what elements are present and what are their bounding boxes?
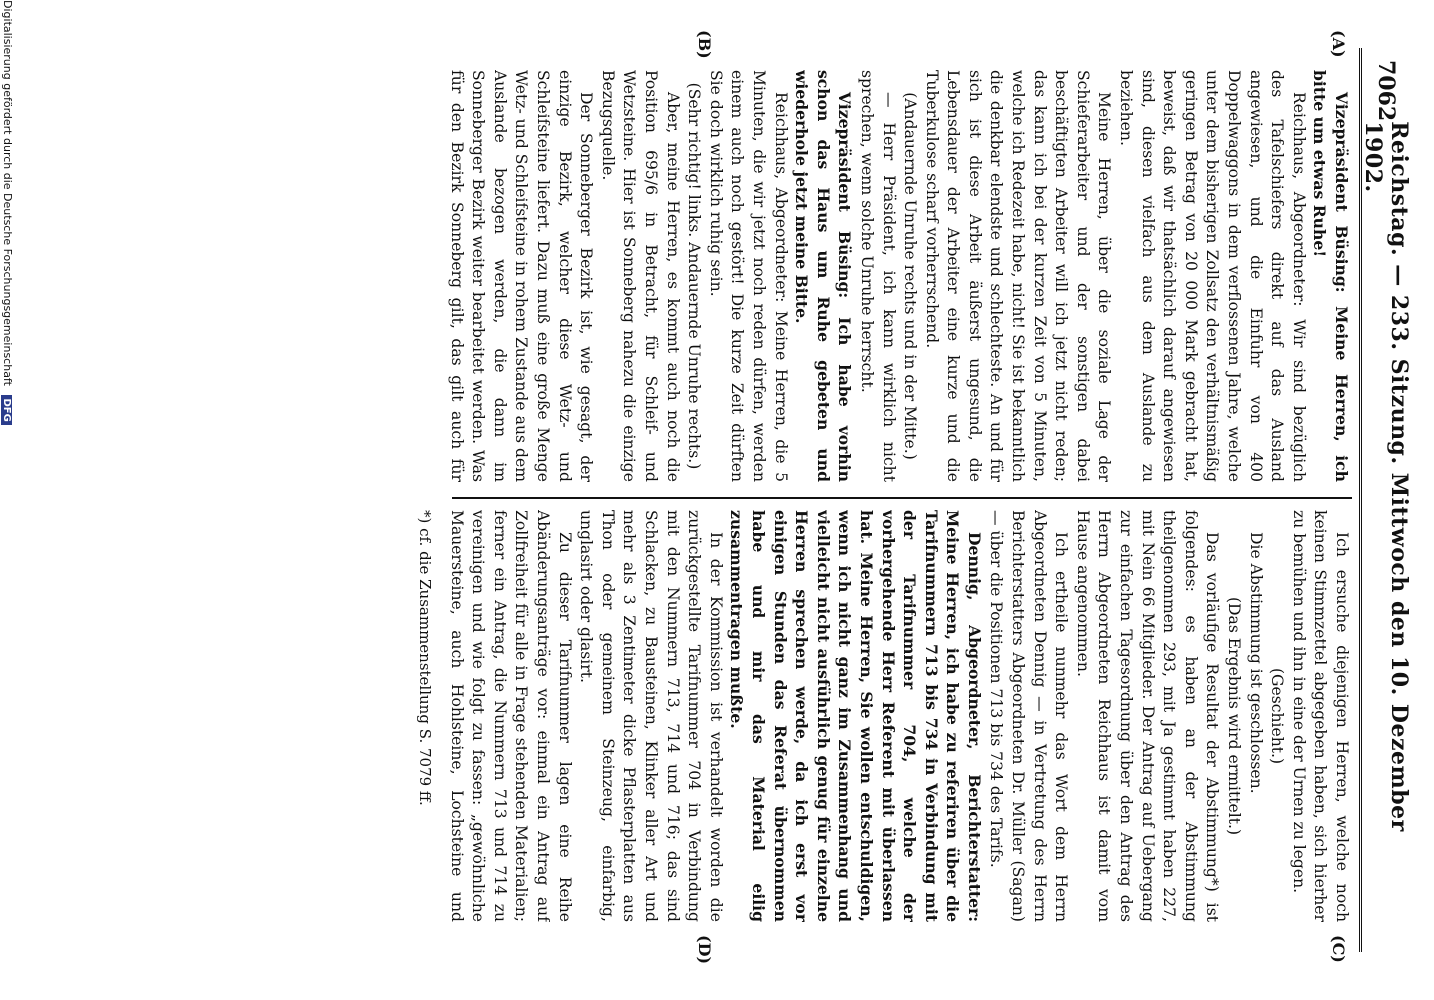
right-column bbox=[447, 510, 1352, 922]
paragraph: — Herr Präsident, ich kann wirklich nicht sprechen, wenn solche Unruhe herrscht. bbox=[857, 70, 898, 482]
paragraph: Zu dieser Tarifnummer lagen eine Reihe Abänderungsanträge vor: einmal ein Antrag auf Zollfreiheit für alle in Frage stehenden Materialien; ferner ein Antrag, die Nummern 713 und 714 zu vereinigen und wie folgt zu fassen: „gewöhnliche Mauersteine, auch Hohlsteine, Lochsteine und bbox=[447, 510, 574, 922]
margin-marker-d: (D) bbox=[695, 935, 714, 965]
paragraph: Meine Herren, über die soziale Lage der Schieferarbeiter und der sonstigen dabei beschäftigten Arbeiter will ich jetzt nicht reden; das kann ich bei der kurzen Zeit von 5 Minuten, welche ich Redezeit habe, nicht! Sie ist bekanntlich die denkbar elendste und schlechteste. An und für sich ist diese Arbeit äußerst ungesund, die Lebensdauer der Arbeiter eine kurze und die Tuberkulose scharf vorherrschend. bbox=[922, 70, 1114, 482]
margin-marker-a: (A) bbox=[1329, 30, 1348, 58]
paragraph: Reichhaus, Abgeordneter: Wir sind bezüglich des Tafelschiefers direkt auf das Ausland angewiesen, und die Einfuhr von 400 Doppelwaggons in dem verflossenen Jahre, welche unter dem bisherigen Zollsatz den verhältnismäßig geringen Betrag von 20 000 Mark gebracht hat, beweist, daß wir thatsächlich darauf angewiesen sind, diesen vielfach aus dem Auslande zu beziehen. bbox=[1117, 70, 1308, 482]
paragraph: Reichhaus, Abgeordneter: Meine Herren, die 5 Minuten, die wir jetzt noch reden dürfen, werden einem auch noch gestört! Die kurze Zeit dürften Sie doch wirklich ruhig sein. bbox=[706, 70, 790, 482]
margin-marker-b: (B) bbox=[695, 30, 714, 59]
page-header bbox=[1360, 60, 1412, 930]
digitization-credit-text: Digitalisierung gefördert durch die Deutsche Forschungsgemeinschaft bbox=[1, 0, 14, 386]
page-number: 7062 bbox=[1373, 60, 1399, 122]
page-title: Reichstag. — 233. Sitzung. Mittwoch den 10. Dezember 1902. bbox=[1360, 121, 1412, 832]
paragraph: Ich ertheile nunmehr das Wort dem Herrn Abgeordneten Dennig — in Vertretung des Herrn Berichterstatters Abgeordneten Dr. Müller (Sagan) — über die Positionen 713 bis 734 des Tarifs. bbox=[987, 510, 1071, 922]
footnote: *) cf. die Zusammenstellung S. 7079 ff. bbox=[416, 510, 434, 806]
paragraph: Vizepräsident Büsing: Ich habe vorhin schon das Haus um Ruhe gebeten und wiederhole jetzt meine Bitte. bbox=[792, 70, 855, 482]
header-rule bbox=[1359, 48, 1362, 952]
digitization-credit bbox=[1, 0, 14, 425]
paragraph: (Sehr richtig! links. Andauernde Unruhe rechts.) bbox=[685, 82, 704, 470]
paragraph: (Geschieht.) bbox=[1268, 667, 1287, 765]
column-divider bbox=[452, 497, 1352, 499]
paragraph: Der Sonneberger Bezirk ist, wie gesagt, der einzige Bezirk, welcher diese Wetz- und Schleifsteine liefert. Dazu muß eine große Menge Wetz- und Schleifsteine in rohem Zustande aus dem Auslande bezogen werden, die dann im Sonneberger Bezirk weiter bearbeitet werden. Was für den Bezirk Sonneberg gilt, das gilt auch für bbox=[447, 70, 596, 482]
paragraph: Ich ersuche diejenigen Herren, welche noch keinen Stimmzettel abgegeben haben, sich hierher zu bemühen und ihn in eine der Urnen zu legen. bbox=[1289, 510, 1351, 922]
margin-marker-c: (C) bbox=[1329, 935, 1348, 963]
dfg-logo: DFG bbox=[1, 395, 12, 424]
left-column bbox=[447, 70, 1352, 482]
paragraph: In der Kommission ist verhandelt worden die zurückgestellte Tarifnummer 704 in Verbindung mit den Nummern 713, 714 und 716; das sind Schlacken, zu Bausteinen, Klinker aller Art und mehr als 3 Zentimeter dicke Pflasterplatten aus Thon oder gemeinem Steinzeug, einfarbig, unglasirt oder glasirt. bbox=[577, 510, 725, 922]
paragraph: Vizepräsident Büsing: Meine Herren, ich bitte um etwas Ruhe! bbox=[1310, 70, 1351, 482]
paragraph: (Andauernde Unruhe rechts und in der Mitte.) bbox=[901, 92, 920, 460]
paragraph: Aber, meine Herren, es kommt auch noch die Position 695/6 in Betracht, für Schleif- und Wetzsteine. Hier ist Sonneberg nahezu die einzige Bezugsquelle. bbox=[598, 70, 682, 482]
paragraph: (Das Ergebnis wird ermittelt.) bbox=[1225, 596, 1244, 836]
paragraph: Das vorläufige Resultat der Abstimmung*) ist folgendes: es haben an der Abstimmung theilgenommen 293, mit Ja gestimmt haben 227, mit Nein 66 Mitglieder. Der Antrag auf Uebergang zur einfachen Tagesordnung über den Antrag des Herrn Abgeordneten Reichhaus ist damit vom Hause angenommen. bbox=[1073, 510, 1222, 922]
paragraph: Die Abstimmung ist geschlossen. bbox=[1246, 532, 1265, 794]
paragraph: Dennig, Abgeordneter, Berichterstatter: Meine Herren, ich habe zu referiren über die Tarifnummern 713 bis 734 in Verbindung mit der Tarifnummer 704, welche der vorhergehende Herr Referent mit überlassen hat. Meine Herren, Sie wollen entschuldigen, wenn ich nicht ganz im Zusammenhang und vielleicht nicht ausführlich genug für einzelne Herren sprechen werde, da ich erst vor einigen Stunden das Referat übernommen habe und mir das Material eilig zusammentragen mußte. bbox=[727, 510, 984, 922]
